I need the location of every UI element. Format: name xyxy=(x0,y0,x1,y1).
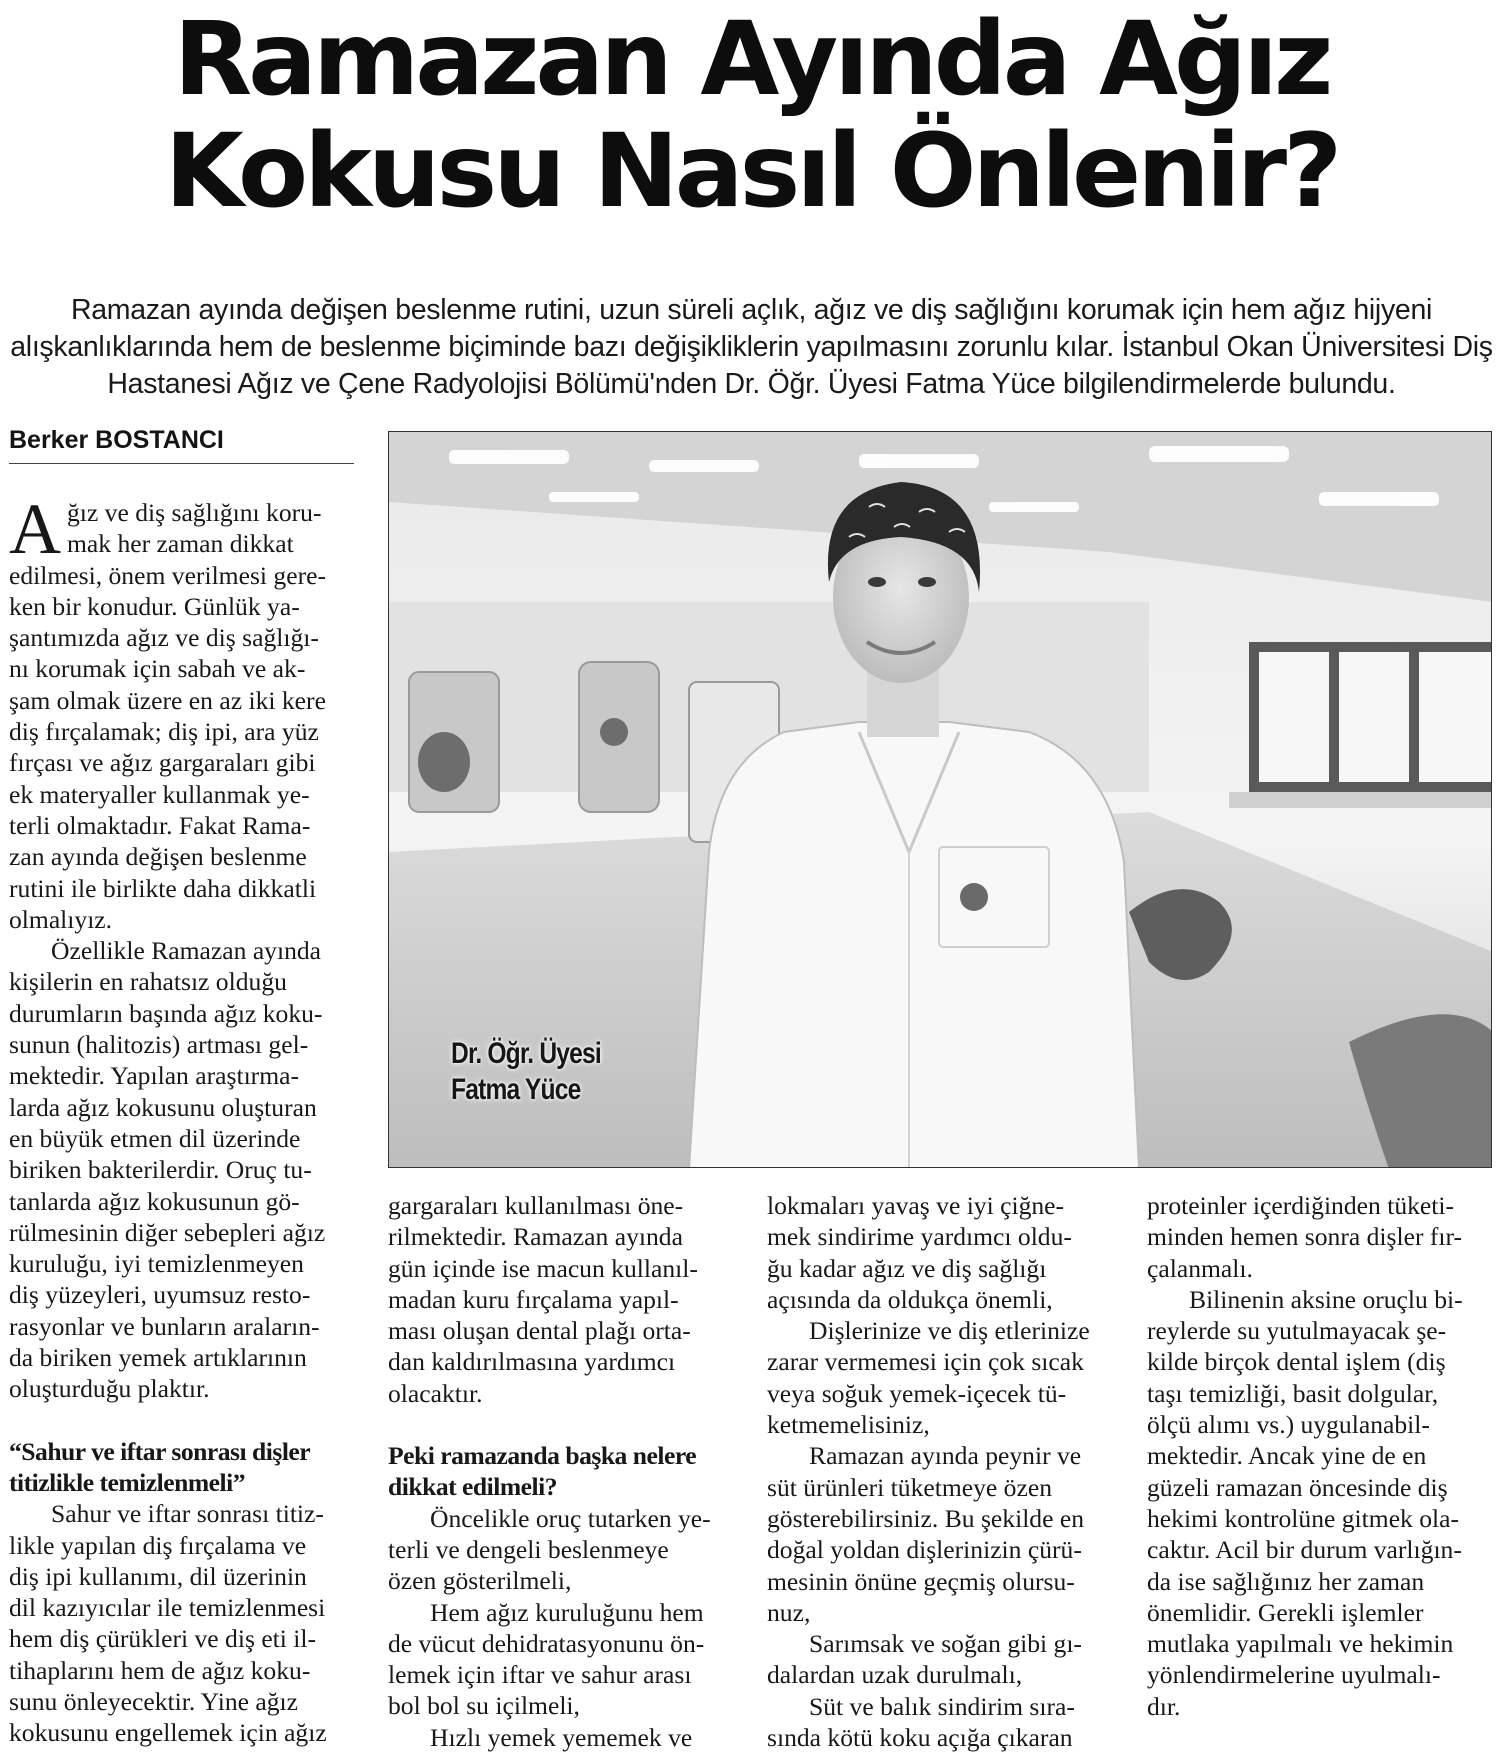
text-line: rilmektedir. Ramazan ayında xyxy=(388,1222,683,1252)
text-line: reylerde su yutulmayacak şe- xyxy=(1147,1316,1447,1346)
text-line: kilde birçok dental işlem (diş xyxy=(1147,1347,1446,1377)
paragraph xyxy=(9,489,354,935)
paragraph xyxy=(388,1190,733,1409)
text-line: lokmaları yavaş ve iyi çiğne- xyxy=(767,1191,1065,1220)
text-line: yönlendirmelerine uyulmalı- xyxy=(1147,1660,1441,1690)
lead-line: Hastanesi Ağız ve Çene Radyolojisi Bölümü'nden Dr. Öğr. Üyesi Fatma Yüce bilgilendirmelerde bulundu. xyxy=(107,368,1396,400)
text-line: Dişlerinize ve diş etlerinize xyxy=(809,1316,1090,1346)
text-line: da biriken yemek artıklarının xyxy=(9,1343,307,1373)
text-line: mektedir. Ancak yine de en xyxy=(1147,1441,1427,1471)
drop-cap: A xyxy=(9,489,61,569)
headline-line: Ramazan Ayında Ağız xyxy=(173,0,1330,119)
text-line: mak her zaman dikkat xyxy=(67,529,294,559)
text-line: sunu önleyecektir. Yine ağız xyxy=(9,1686,299,1716)
text-line: en büyük etmen dil üzerinde xyxy=(9,1123,301,1153)
text-line: nı korumak için sabah ve ak- xyxy=(9,654,306,684)
text-line: özen gösterilmeli, xyxy=(388,1566,572,1596)
text-line: terli ve dengeli beslenmeye xyxy=(388,1534,669,1564)
paragraph xyxy=(767,1440,1112,1628)
paragraph xyxy=(767,1628,1112,1691)
text-line: terli olmaktadır. Fakat Rama- xyxy=(9,810,311,840)
paragraph xyxy=(388,1722,733,1753)
text-line: kişilerin en rahatsız olduğu xyxy=(9,967,287,997)
paragraph xyxy=(9,1498,354,1748)
column-3 xyxy=(767,1190,1112,1753)
text-line: de vücut dehidratasyonunu ön- xyxy=(388,1628,705,1658)
text-line: edilmesi, önem verilmesi gere- xyxy=(9,560,326,590)
subheading xyxy=(9,1436,354,1499)
text-line: güzeli ramazan öncesinde diş xyxy=(1147,1472,1448,1502)
caption-line: Fatma Yüce xyxy=(451,1073,581,1106)
text-line: tanlarda ağız kokusunun gö- xyxy=(9,1186,300,1216)
text-line: caktır. Acil bir durum varlığın- xyxy=(1147,1535,1462,1565)
text-line: olmalıyız. xyxy=(9,904,113,934)
paragraph xyxy=(1147,1284,1492,1722)
text-line: veya soğuk yemek-içecek tü- xyxy=(767,1378,1067,1408)
text-line: doğal yoldan dişlerinizin çürü- xyxy=(767,1535,1082,1565)
text-line: bol bol su içilmeli, xyxy=(388,1691,580,1721)
lead-line: alışkanlıklarında hem de beslenme biçiminde bazı değişikliklerin yapılmasını zorunlu kılar. İstanbul Okan Üniversitesi Diş xyxy=(10,331,1493,363)
subheading-line: titizlikle temizlenmeli” xyxy=(9,1467,246,1497)
text-line: diş fırçalamak; diş ipi, ara yüz xyxy=(9,717,319,747)
text-line: dan kaldırılmasına yardımcı xyxy=(388,1347,676,1377)
text-line: ek materyaller kullanmak ye- xyxy=(9,779,310,809)
text-line: biriken bakterilerdir. Oruç tu- xyxy=(9,1155,312,1185)
text-line: gün içinde ise macun kullanıl- xyxy=(388,1253,698,1283)
text-line: oluşturduğu plaktır. xyxy=(9,1374,210,1404)
paragraph xyxy=(388,1597,733,1722)
column-1 xyxy=(9,489,354,1749)
text-line: larda ağız kokusunu oluşturan xyxy=(9,1092,317,1122)
column-4 xyxy=(1147,1190,1492,1722)
caption-line: Dr. Öğr. Üyesi xyxy=(451,1037,601,1070)
text-line: Hem ağız kuruluğunu hem xyxy=(430,1597,704,1627)
text-line: durumların başında ağız koku- xyxy=(9,998,323,1028)
text-line: çalanmalı. xyxy=(1147,1253,1253,1283)
text-line: gösterebilirsiniz. Bu şekilde en xyxy=(767,1503,1085,1533)
text-line: madan kuru fırçalama yapıl- xyxy=(388,1284,679,1314)
text-line: Bilinenin aksine oruçlu bi- xyxy=(1189,1284,1463,1314)
text-line: Sahur ve iftar sonrası titiz- xyxy=(51,1499,324,1529)
paragraph xyxy=(388,1503,733,1597)
text-line: Süt ve balık sindirim sıra- xyxy=(809,1691,1075,1721)
text-line: kokusunu engellemek için ağız xyxy=(9,1718,327,1748)
text-line: Sarımsak ve soğan gibi gı- xyxy=(809,1629,1082,1659)
text-line: ğu kadar ağız ve diş sağlığı xyxy=(767,1253,1047,1283)
text-line: hekimi kontrolüne gitmek ola- xyxy=(1147,1503,1460,1533)
subheading-line: Peki ramazanda başka nelere xyxy=(388,1441,697,1471)
text-line: fırçası ve ağız gargaraları gibi xyxy=(9,748,316,778)
text-line: gargaraları kullanılması öne- xyxy=(388,1191,684,1220)
text-line: ğız ve diş sağlığını koru- xyxy=(67,498,322,527)
text-line: ölçü alımı vs.) uygulanabil- xyxy=(1147,1410,1430,1440)
text-line: zan ayında değişen beslenme xyxy=(9,842,307,872)
headline-line: Kokusu Nasıl Önlenir? xyxy=(164,112,1339,231)
text-line: şantımızda ağız ve diş sağlığı- xyxy=(9,623,319,653)
text-line: önemlidir. Gerekli işlemler xyxy=(1147,1597,1424,1627)
text-line: ken bir konudur. Günlük ya- xyxy=(9,591,300,621)
column-2 xyxy=(388,1190,733,1753)
text-line: Ramazan ayında peynir ve xyxy=(809,1441,1082,1471)
paragraph xyxy=(9,935,354,1404)
subheading-line: “Sahur ve iftar sonrası dişler xyxy=(9,1436,311,1466)
text-line: da ise sağlığınız her zaman xyxy=(1147,1566,1425,1596)
text-line: minden hemen sonra dişler fır- xyxy=(1147,1222,1463,1252)
text-line: tihaplarını hem de ağız koku- xyxy=(9,1655,311,1685)
lead-paragraph xyxy=(0,292,1503,403)
text-line: sında kötü koku açığa çıkaran xyxy=(767,1723,1073,1753)
subheading xyxy=(388,1440,733,1503)
text-line: şam olmak üzere en az iki kere xyxy=(9,685,326,715)
text-line: taşı temizliği, basit dolgular, xyxy=(1147,1378,1439,1408)
text-line: Öncelikle oruç tutarken ye- xyxy=(430,1503,711,1533)
photo-caption xyxy=(451,1036,601,1108)
text-line: açısında da oldukça önemli, xyxy=(767,1284,1053,1314)
headline xyxy=(0,0,1503,231)
text-line: dalardan uzak durulmalı, xyxy=(767,1660,1023,1690)
paragraph xyxy=(767,1691,1112,1753)
paragraph xyxy=(767,1315,1112,1440)
portrait-photo xyxy=(388,431,1492,1168)
text-line: mek sindirime yardımcı oldu- xyxy=(767,1222,1072,1252)
text-line: proteinler içerdiğinden tüketi- xyxy=(1147,1191,1455,1220)
text-line: zarar vermemesi için çok sıcak xyxy=(767,1347,1084,1377)
text-line: dır. xyxy=(1147,1691,1181,1721)
text-line: ketmemelisiniz, xyxy=(767,1410,930,1440)
text-line: ması oluşan dental plağı orta- xyxy=(388,1316,691,1346)
text-line: rutini ile birlikte daha dikkatli xyxy=(9,873,317,903)
text-line: lemek için iftar ve sahur arası xyxy=(388,1660,692,1690)
text-line: likle yapılan diş fırçalama ve xyxy=(9,1530,307,1560)
text-line: mesinin önüne geçmiş olursu- xyxy=(767,1566,1075,1596)
byline: Berker BOSTANCI xyxy=(9,425,354,464)
text-line: diş yüzeyleri, uyumsuz resto- xyxy=(9,1280,311,1310)
text-line: rülmesinin diğer sebepleri ağız xyxy=(9,1217,326,1247)
text-line: mektedir. Yapılan araştırma- xyxy=(9,1061,299,1091)
text-line: Hızlı yemek yememek ve xyxy=(430,1722,693,1752)
text-line: mutlaka yapılmalı ve hekimin xyxy=(1147,1629,1454,1659)
lead-line: Ramazan ayında değişen beslenme rutini, uzun süreli açlık, ağız ve diş sağlığını korumak için hem ağız hijyeni xyxy=(70,294,1433,326)
text-line: nuz, xyxy=(767,1597,811,1627)
text-line: kuruluğu, iyi temizlenmeyen xyxy=(9,1249,304,1279)
text-line: Özellikle Ramazan ayında xyxy=(51,936,322,966)
text-line: olacaktır. xyxy=(388,1378,483,1408)
text-line: sunun (halitozis) artması gel- xyxy=(9,1030,309,1060)
text-line: rasyonlar ve bunların araların- xyxy=(9,1311,320,1341)
subheading-line: dikkat edilmeli? xyxy=(388,1472,558,1502)
paragraph xyxy=(767,1190,1112,1315)
paragraph xyxy=(1147,1190,1492,1284)
text-line: diş ipi kullanımı, dil üzerinin xyxy=(9,1561,307,1591)
text-line: süt ürünleri tüketmeye özen xyxy=(767,1472,1052,1502)
text-line: hem diş çürükleri ve diş eti il- xyxy=(9,1624,317,1654)
text-line: dil kazıyıcılar ile temizlenmesi xyxy=(9,1593,326,1623)
